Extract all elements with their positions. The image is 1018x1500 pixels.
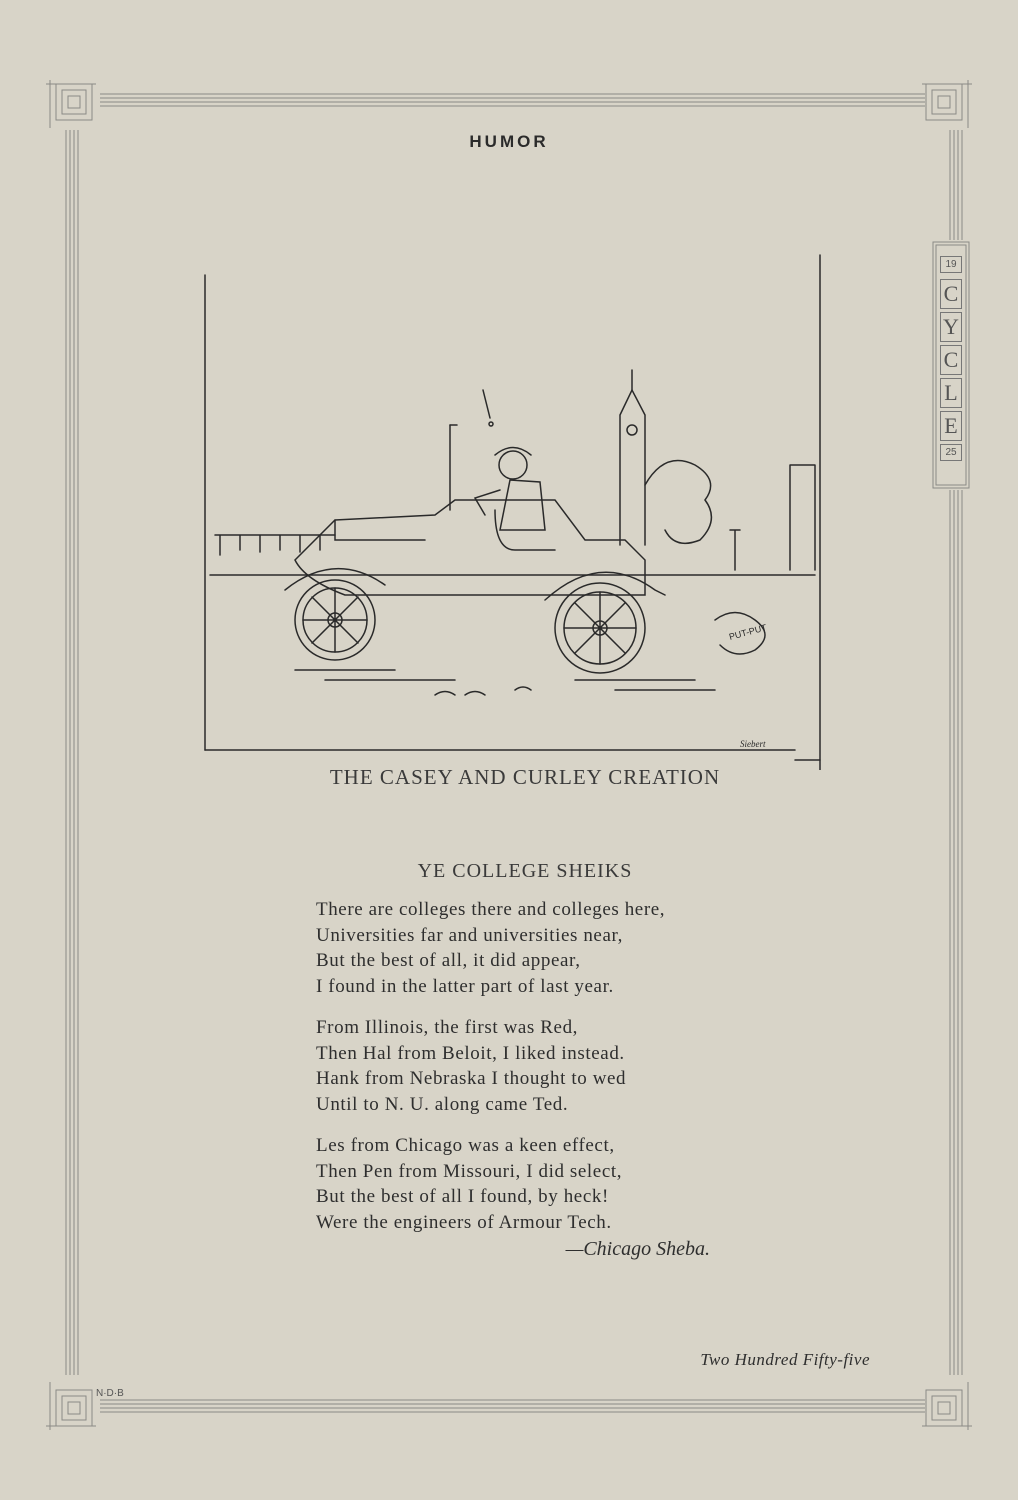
car-cartoon-illustration xyxy=(195,250,835,770)
side-year-top: 19 xyxy=(940,256,962,273)
side-letter: C xyxy=(940,345,962,375)
side-cycle-panel xyxy=(940,256,962,467)
sound-effect-text: PUT-PUT xyxy=(727,622,768,642)
poem-stanza xyxy=(316,1015,736,1117)
poem-line: From Illinois, the first was Red, xyxy=(316,1017,579,1038)
poem-attribution: —Chicago Sheba. xyxy=(565,1238,710,1260)
poem-stanza xyxy=(316,1133,736,1235)
poem-line: Then Pen from Missouri, I did select, xyxy=(316,1160,623,1182)
side-year-bottom: 25 xyxy=(940,444,962,461)
poem-line: Universities far and universities near, xyxy=(316,924,624,946)
poem-title: YE COLLEGE SHEIKS xyxy=(417,860,633,882)
artist-signature: Siebert xyxy=(740,739,766,749)
poem-line: Hank from Nebraska I thought to wed xyxy=(316,1068,627,1089)
poem-line: There are colleges there and colleges here, xyxy=(316,899,666,920)
poem-line: Les from Chicago was a keen effect, xyxy=(316,1135,615,1156)
side-letter: E xyxy=(940,411,962,441)
illustration-caption: THE CASEY AND CURLEY CREATION xyxy=(329,765,721,789)
poem-line: Until to N. U. along came Ted. xyxy=(316,1093,569,1115)
side-letter: C xyxy=(940,279,962,309)
poem-line: But the best of all, it did appear, xyxy=(316,950,581,971)
poem-line: But the best of all I found, by heck! xyxy=(316,1186,609,1207)
page-number: Two Hundred Fifty-five xyxy=(700,1350,870,1369)
section-heading: HUMOR xyxy=(469,132,549,151)
poem-stanza xyxy=(316,897,736,999)
poem-line: Then Hal from Beloit, I liked instead. xyxy=(316,1042,625,1064)
poem-body xyxy=(316,897,736,1251)
poem-line: Were the engineers of Armour Tech. xyxy=(316,1211,612,1233)
designer-monogram: N·D·B xyxy=(96,1388,124,1399)
poem-line: I found in the latter part of last year. xyxy=(316,975,614,997)
side-letter: L xyxy=(940,378,962,408)
side-letter: Y xyxy=(940,312,962,342)
